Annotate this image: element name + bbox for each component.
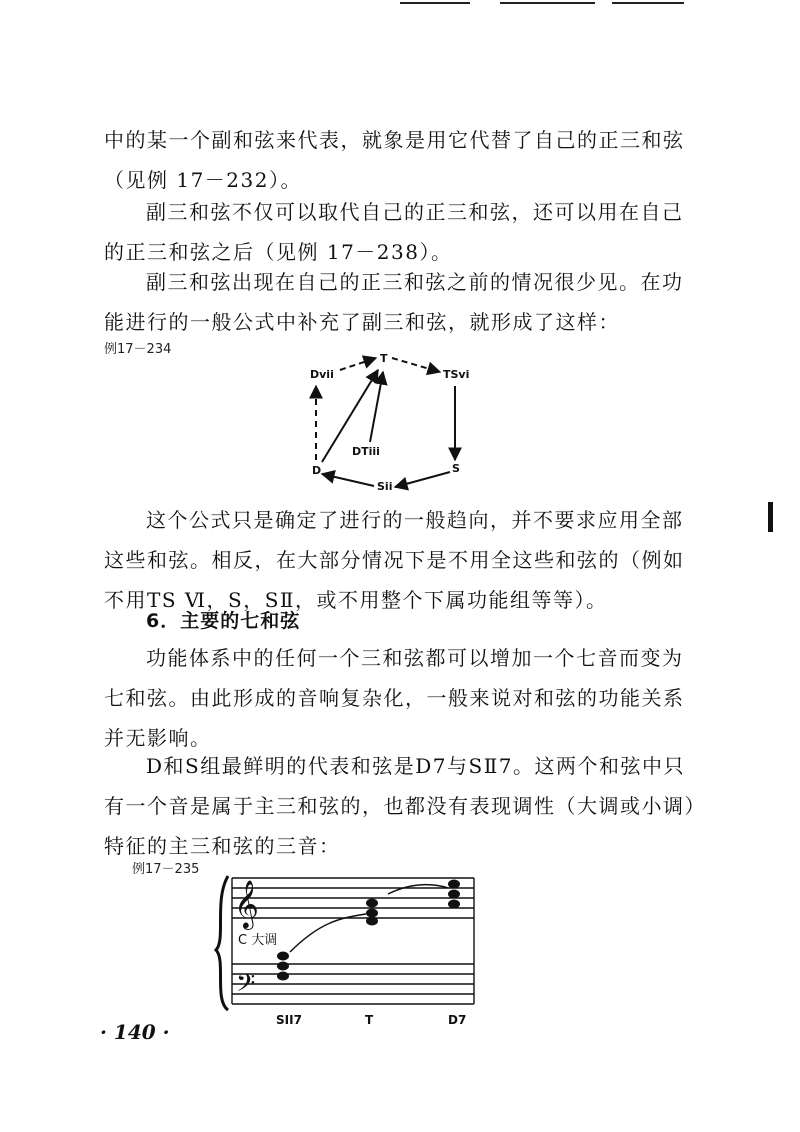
chord-label-sii7: SII7 [276,1013,302,1027]
top-rule-right [612,2,684,4]
treble-clef-icon: 𝄞 [234,879,259,928]
node-sii: Sii [377,480,393,493]
bass-chord-note-2 [277,962,289,971]
node-tsvi: TSvi [443,368,470,381]
edge-dtiii-t [370,372,383,442]
voice-line-2 [388,885,448,894]
paragraph-4: 这个公式只是确定了进行的一般趋向，并不要求应用全部这些和弦。相反，在大部分情况下是不用全这些和弦的（例如不用TS Ⅵ，S，SⅡ，或不用整个下属功能组等等）。 [104,508,685,612]
t-chord-note-1 [366,899,378,908]
chord-label-t: T [365,1013,374,1027]
d-chord-note-1 [448,880,460,889]
system-brace [216,876,228,1010]
node-d: D [312,464,322,477]
t-chord-note-3 [366,917,378,926]
key-label: C 大调 [238,933,278,948]
t-chord-note-2 [366,909,378,918]
edge-dvii-t [340,358,376,370]
d-chord-note-3 [448,900,460,909]
node-dtiii: DTiii [352,445,380,458]
paragraph-6: D和S组最鲜明的代表和弦是D7与SⅡ7。这两个和弦中只有一个音是属于主三和弦的，也都没有表现调性（大调或小调）特征的主三和弦的三音： [104,754,696,858]
edge-s-sii [395,472,450,487]
paragraph-3: 副三和弦出现在自己的正三和弦之前的情况很少见。在功能进行的一般公式中补充了副三和弦，就形成了这样： [104,270,684,334]
paragraph-1: 中的某一个副和弦来代表，就象是用它代替了自己的正三和弦（见例 17－232）。 [104,128,685,192]
paragraph-2: 副三和弦不仅可以取代自己的正三和弦，还可以用在自己的正三和弦之后（见例 17－238）。 [104,200,684,264]
bass-clef-icon: 𝄢 [236,969,256,1004]
margin-mark [768,502,773,532]
node-dvii: Dvii [310,368,334,381]
example-235-label: 例17－235 [132,862,200,877]
chord-label-d7: D7 [448,1013,467,1027]
top-rule-middle [500,2,595,4]
section-heading: 6．主要的七和弦 [146,610,301,632]
node-t: T [380,352,388,365]
paragraph-5: 功能体系中的任何一个三和弦都可以增加一个七音而变为七和弦。由此形成的音响复杂化，一般来说对和弦的功能关系并无影响。 [104,646,685,750]
bass-chord-note-1 [277,952,289,961]
voice-line-1 [290,914,366,952]
edge-t-tsvi [392,358,440,372]
edge-sii-d [322,474,374,486]
edge-d-t [322,370,378,462]
page-number: · 140 · [100,1020,170,1044]
node-s: S [452,462,460,475]
top-rule-left [400,2,470,4]
bass-chord-note-3 [277,972,289,981]
d-chord-note-2 [448,890,460,899]
example-234-label: 例17－234 [104,342,172,357]
